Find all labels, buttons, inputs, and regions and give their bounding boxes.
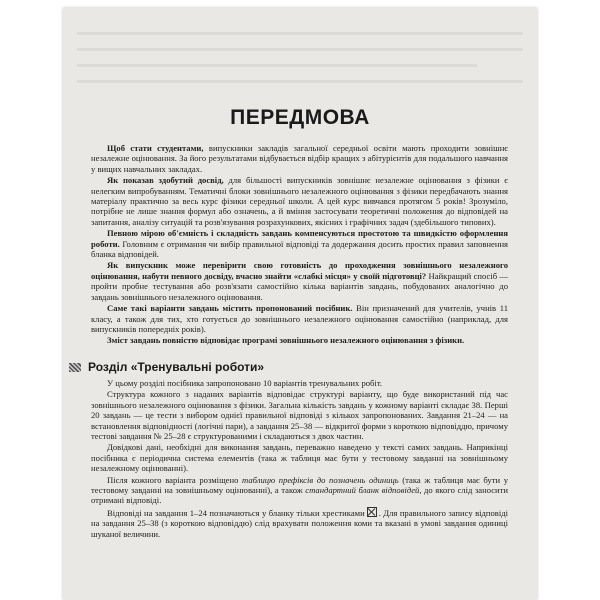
paragraph: Відповіді на завдання 1–24 позначаються у бланку тільки хрестиками . Для правильного запису відповіді на завдання 25–38 (з короткою відповіддю) слід врахувати положення коми та вказані в умові завдання одиниці шуканої величини. <box>91 507 508 539</box>
paragraph: Щоб стати студентами, випускники закладів загальної середньої освіти мають проходити зовнішнє незалежне оцінювання. За його результатами відбувається відбір кращих з абітурієнтів для подальшого навчання у вищих навчальних закладах. <box>91 143 508 174</box>
document-page <box>63 8 537 600</box>
cross-checkbox-icon <box>367 507 377 517</box>
page-title: ПЕРЕДМОВА <box>230 106 370 129</box>
paragraph: Структура кожного з наданих варіантів відповідає структурі варіанту, що буде використаний під час зовнішнього незалежного оцінювання з фізики. Загальна кількість завдань у кожному варіанті складає 38. Перші 20 завдань — це тести з вибором однієї правильної відповіді з кількох запропонованих. Завдання 21–24 — на встановлення відповідності (логічні пари), а завдання 25–38 — відкритої форми з короткою відповіддю, причому тестові завдання № 25–28 є структурованими і складаються з двох частин. <box>91 389 508 442</box>
section-marker-icon <box>69 363 81 372</box>
paragraph: Як показав здобутий досвід, для більшості випускників зовнішнє незалежне оцінювання з фізики є нелегким випробуванням. Тематичні блоки зовнішнього незалежного оцінювання з фізики передбачають знання матеріалу практично за весь курс фізики середньої школи. А цей курс вивчався протягом 5 років! Зрозуміло, потрібне не лише знання формул або означень, а й вміння застосувати теоретичні положення до відповідей на запитання, аналізу ситуацій та розв'язування розрахункових, якісних і графічних задач (здебільшого типових). <box>91 175 508 227</box>
paragraph: Саме такі варіанти завдань містить пропонований посібник. Він призначений для учителів, учнів 11 класу, а також для тих, хто готується до зовнішнього незалежного оцінювання самостійно (наприклад, для випускників попередніх років). <box>91 303 508 334</box>
paragraph: Зміст завдань повністю відповідає програмі зовнішнього незалежного оцінювання з фізики. <box>107 335 465 346</box>
paragraph: Довідкові дані, необхідні для виконання завдань, переважно наведено у тексті самих завдань. Наприкінці посібника є періодична система елементів (така ж таблиця має бути у тестовому завданні на зовнішньому незалежному оцінюванні). <box>91 442 508 474</box>
section-text <box>91 378 508 540</box>
bleed-through-line <box>77 80 523 83</box>
paragraph: Певною мірою об'ємність і складність завдань компенсуються простотою та швидкістю оформлення роботи. Головним є отримання чи вибір правильної відповіді та додержання досить простих правил заповнення бланка відповідей. <box>91 228 508 260</box>
section-title: Розділ «Тренувальні роботи» <box>88 360 265 374</box>
bleed-through-line <box>77 64 477 67</box>
bleed-through-line <box>77 32 523 35</box>
preface-text <box>91 143 508 347</box>
section-heading <box>69 359 329 375</box>
paragraph: Як випускник може перевірити свою готовність до проходження зовнішнього незалежного оцінювання, набути певного досвіду, вчасно знайти «слабкі місця» у своїй підготовці? Найкращий спосіб — пройти пробне тестування або розв'язати самостійно кілька варіантів завдань, побудованих аналогічно до завдань зовнішнього незалежного оцінювання. <box>91 260 508 302</box>
paragraph: Після кожного варіанта розміщено таблицю префіксів до позначень одиниць (така ж таблиця має бути у тестовому завданні на зовнішньому оцінюванні), а також стандартний бланк відповідей, до якого слід заносити отримані відповіді. <box>91 474 509 506</box>
paragraph: У цьому розділі посібника запропоновано 10 варіантів тренувальних робіт. <box>107 378 383 388</box>
bleed-through-line <box>77 48 523 51</box>
